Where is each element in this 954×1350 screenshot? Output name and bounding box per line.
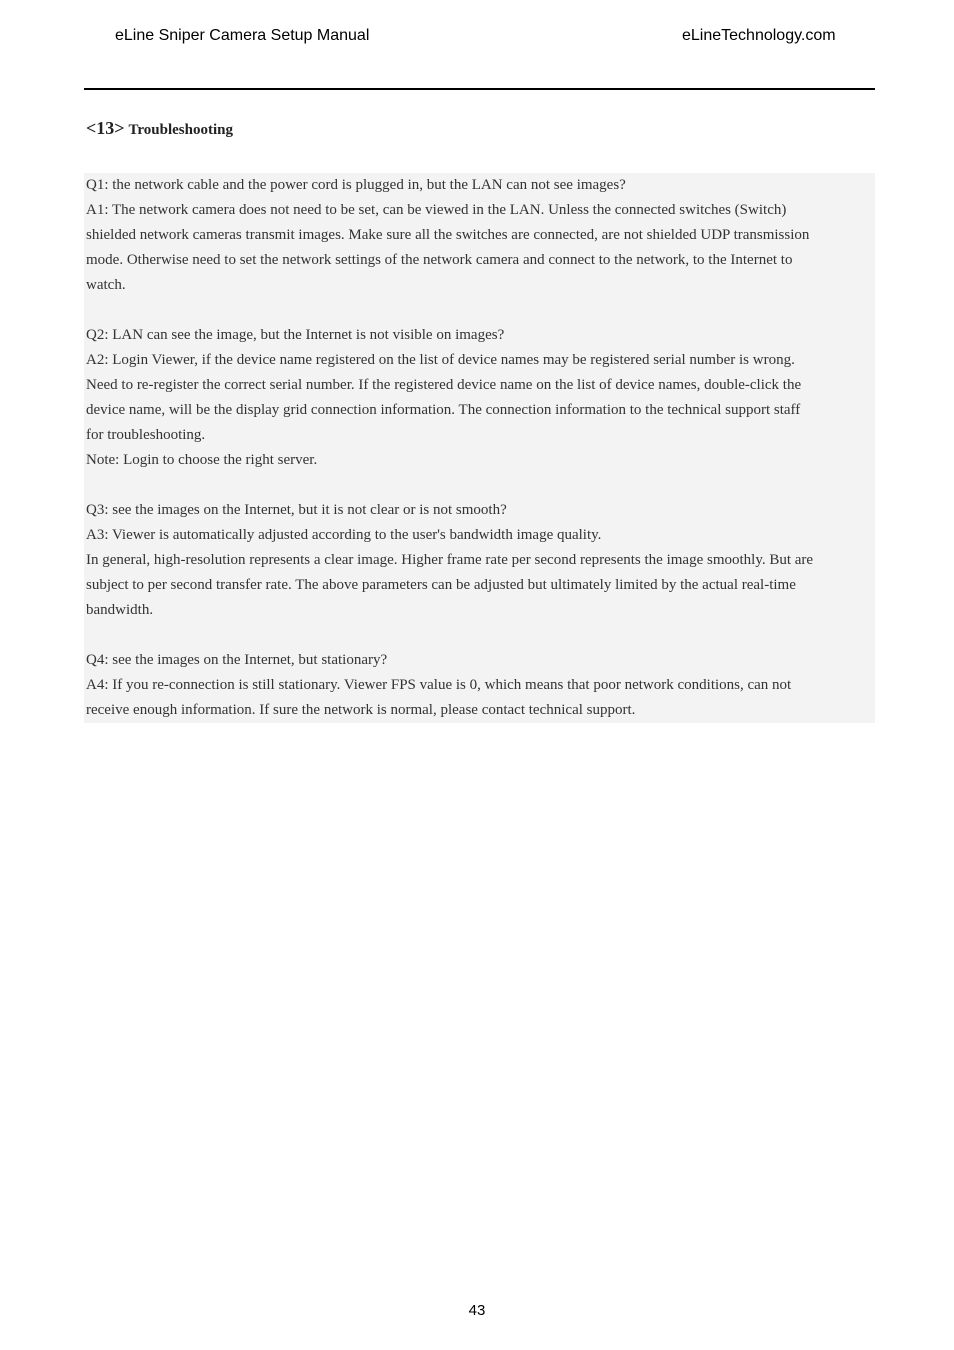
faq-answer-2-line: A2: Login Viewer, if the device name registered on the list of device names may be registered serial number is wrong. — [86, 352, 795, 368]
page-number: 43 — [468, 1302, 486, 1319]
faq-note-2: Note: Login to choose the right server. — [86, 452, 318, 468]
faq-question-1: Q1: the network cable and the power cord is plugged in, but the LAN can not see images? — [86, 177, 626, 193]
section-number: <13> — [86, 118, 125, 138]
faq-answer-1-line: mode. Otherwise need to set the network settings of the network camera and connect to the network, to the Internet to — [86, 252, 793, 268]
faq-answer-2-line: device name, will be the display grid connection information. The connection information to the technical support staff — [86, 402, 801, 418]
faq-answer-2-line: Need to re-register the correct serial number. If the registered device name on the list of device names, double-click the — [86, 377, 802, 393]
header-divider — [84, 88, 875, 90]
header-manual-title: eLine Sniper Camera Setup Manual — [115, 27, 370, 44]
faq-answer-3-line: bandwidth. — [86, 602, 154, 618]
faq-question-4: Q4: see the images on the Internet, but stationary? — [86, 652, 388, 668]
faq-question-3: Q3: see the images on the Internet, but it is not clear or is not smooth? — [86, 502, 507, 518]
faq-question-2: Q2: LAN can see the image, but the Internet is not visible on images? — [86, 327, 505, 343]
faq-answer-3-line: A3: Viewer is automatically adjusted according to the user's bandwidth image quality. — [86, 527, 602, 543]
faq-answer-3-line: In general, high-resolution represents a clear image. Higher frame rate per second represents the image smoothly. But are — [86, 552, 814, 568]
section-heading — [86, 118, 233, 139]
faq-answer-2-line: for troubleshooting. — [86, 427, 206, 443]
faq-answer-3-line: subject to per second transfer rate. The above parameters can be adjusted but ultimately limited by the actual real-time — [86, 577, 796, 593]
faq-answer-1-line: A1: The network camera does not need to be set, can be viewed in the LAN. Unless the connected switches (Switch) — [86, 202, 787, 218]
faq-answer-1-line: shielded network cameras transmit images. Make sure all the switches are connected, are not shielded UDP transmission — [86, 227, 810, 243]
section-title: Troubleshooting — [128, 122, 233, 138]
header-website: eLineTechnology.com — [682, 27, 836, 44]
faq-answer-4-line: A4: If you re-connection is still stationary. Viewer FPS value is 0, which means that poor network conditions, can not — [86, 677, 792, 693]
faq-answer-4-line: receive enough information. If sure the network is normal, please contact technical support. — [86, 702, 636, 718]
faq-answer-1-line: watch. — [86, 277, 126, 293]
